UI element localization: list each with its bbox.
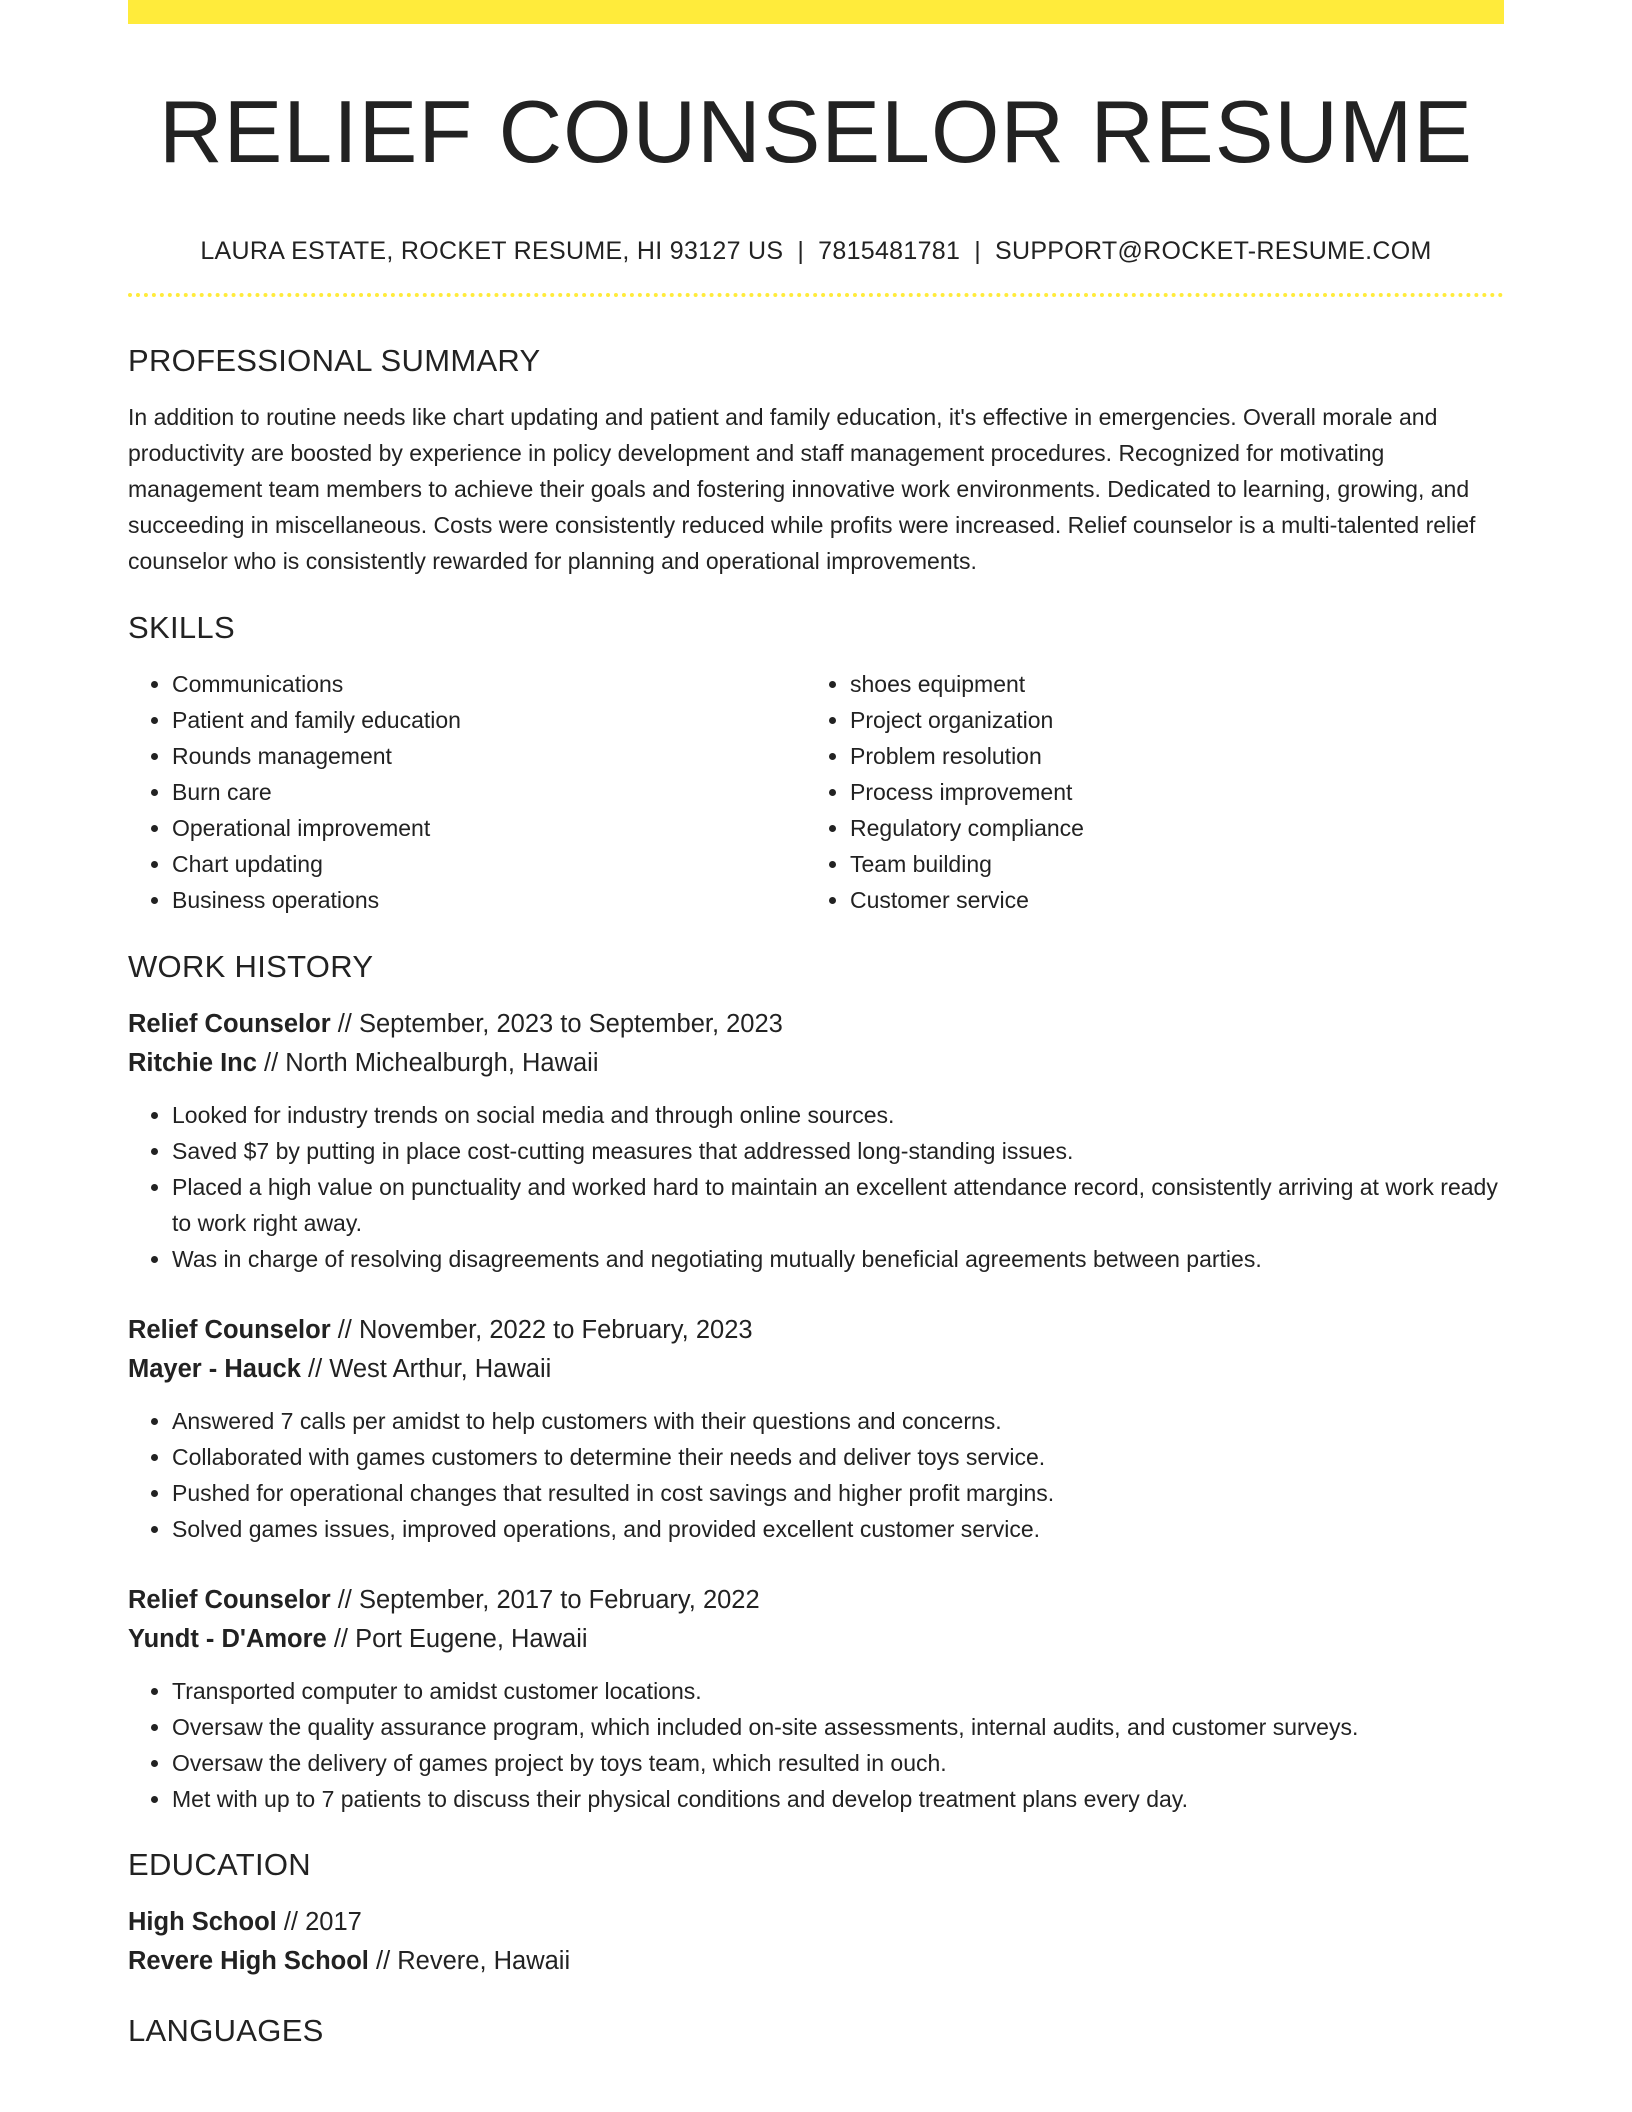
- education-school-line: [128, 1942, 1504, 1981]
- job-title: Relief Counselor: [128, 1315, 331, 1344]
- skills-left-column: [128, 666, 806, 918]
- education-entry: [128, 1903, 1504, 1981]
- job-dates: // September, 2017 to February, 2022: [330, 1585, 760, 1614]
- skill-item: • Project organization: [850, 702, 1484, 738]
- contact-address: LAURA ESTATE, ROCKET RESUME, HI 93127 US: [200, 236, 784, 265]
- education-degree: High School: [128, 1907, 277, 1936]
- job-bullet: • Placed a high value on punctuality and worked hard to maintain an excellent attendance record, consistently arriving at work ready to work right away.: [172, 1169, 1504, 1241]
- skill-item: • Burn care: [172, 774, 806, 810]
- job-entry: [128, 1581, 1504, 1817]
- languages-heading: LANGUAGES: [128, 2012, 324, 2048]
- job-bullet: • Pushed for operational changes that resulted in cost savings and higher profit margins.: [172, 1475, 1504, 1511]
- job-bullet: • Transported computer to amidst customer locations.: [172, 1673, 1504, 1709]
- job-dates: // September, 2023 to September, 2023: [330, 1009, 783, 1038]
- summary-text: In addition to routine needs like chart updating and patient and family education, it's effective in emergencies. Overall morale and productivity are boosted by experience in policy development and staff management procedures. Recognized for motivating management team members to achieve their goals and fostering innovative work environments. Dedicated to learning, growing, and succeeding in miscellaneous. Costs were consistently reduced while profits were increased. Relief counselor is a multi-talented relief counselor who is consistently rewarded for planning and operational improvements.: [128, 403, 1476, 574]
- job-bullet: • Answered 7 calls per amidst to help customers with their questions and concerns.: [172, 1403, 1504, 1439]
- job-company: Ritchie Inc: [128, 1048, 257, 1077]
- job-company-line: [128, 1350, 1504, 1389]
- job-location: // West Arthur, Hawaii: [300, 1354, 552, 1383]
- skill-item: • Communications: [172, 666, 806, 702]
- job-location: // North Michealburgh, Hawaii: [256, 1048, 599, 1077]
- job-bullet: • Solved games issues, improved operations, and provided excellent customer service.: [172, 1511, 1504, 1547]
- contact-phone: 7815481781: [818, 236, 961, 265]
- contact-line: [128, 237, 1504, 266]
- job-company-line: [128, 1620, 1504, 1659]
- skill-item: • Team building: [850, 846, 1484, 882]
- job-title: Relief Counselor: [128, 1585, 331, 1614]
- job-title-line: [128, 1005, 1504, 1044]
- education-degree-line: [128, 1903, 1504, 1942]
- resume-page: [128, 0, 1504, 2049]
- skills-grid: [128, 666, 1504, 918]
- skill-item: • Regulatory compliance: [850, 810, 1484, 846]
- education-location: // Revere, Hawaii: [368, 1946, 571, 1975]
- skill-item: • Customer service: [850, 882, 1484, 918]
- job-location: // Port Eugene, Hawaii: [326, 1624, 588, 1653]
- work-history-heading: WORK HISTORY: [128, 948, 374, 984]
- education-year: // 2017: [276, 1907, 362, 1936]
- job-bullet: • Looked for industry trends on social media and through online sources.: [172, 1097, 1504, 1133]
- job-dates: // November, 2022 to February, 2023: [330, 1315, 753, 1344]
- job-entry: [128, 1005, 1504, 1277]
- job-bullets: [128, 1097, 1504, 1277]
- contact-separator: |: [797, 236, 805, 265]
- job-title-line: [128, 1311, 1504, 1350]
- education-school: Revere High School: [128, 1946, 369, 1975]
- job-bullet: • Was in charge of resolving disagreements and negotiating mutually beneficial agreements between parties.: [172, 1241, 1504, 1277]
- education-heading: EDUCATION: [128, 1846, 311, 1882]
- skill-item: • Business operations: [172, 882, 806, 918]
- skill-item: • Problem resolution: [850, 738, 1484, 774]
- dotted-divider: [128, 293, 1504, 297]
- job-bullets: [128, 1403, 1504, 1547]
- job-bullet: • Saved $7 by putting in place cost-cutting measures that addressed long-standing issues.: [172, 1133, 1504, 1169]
- job-company: Mayer - Hauck: [128, 1354, 301, 1383]
- skill-item: • Process improvement: [850, 774, 1484, 810]
- job-bullet: • Oversaw the delivery of games project by toys team, which resulted in ouch.: [172, 1745, 1504, 1781]
- skill-item: • Chart updating: [172, 846, 806, 882]
- job-title: Relief Counselor: [128, 1009, 331, 1038]
- job-bullet: • Collaborated with games customers to determine their needs and deliver toys service.: [172, 1439, 1504, 1475]
- skills-right-column: [806, 666, 1484, 918]
- skill-item: • Patient and family education: [172, 702, 806, 738]
- job-bullet: • Oversaw the quality assurance program, which included on-site assessments, internal audits, and customer surveys.: [172, 1709, 1504, 1745]
- job-bullets: [128, 1673, 1504, 1817]
- job-company: Yundt - D'Amore: [128, 1624, 327, 1653]
- skill-item: • Operational improvement: [172, 810, 806, 846]
- job-bullet: • Met with up to 7 patients to discuss their physical conditions and develop treatment plans every day.: [172, 1781, 1504, 1817]
- skill-item: • shoes equipment: [850, 666, 1484, 702]
- contact-email: SUPPORT@ROCKET-RESUME.COM: [995, 236, 1432, 265]
- resume-title: RELIEF COUNSELOR RESUME: [159, 82, 1473, 181]
- contact-separator: |: [974, 236, 981, 265]
- job-title-line: [128, 1581, 1504, 1620]
- summary-heading: PROFESSIONAL SUMMARY: [128, 342, 541, 378]
- skills-heading: SKILLS: [128, 609, 235, 645]
- job-entry: [128, 1311, 1504, 1547]
- job-company-line: [128, 1044, 1504, 1083]
- skill-item: • Rounds management: [172, 738, 806, 774]
- top-accent-bar: [128, 0, 1504, 24]
